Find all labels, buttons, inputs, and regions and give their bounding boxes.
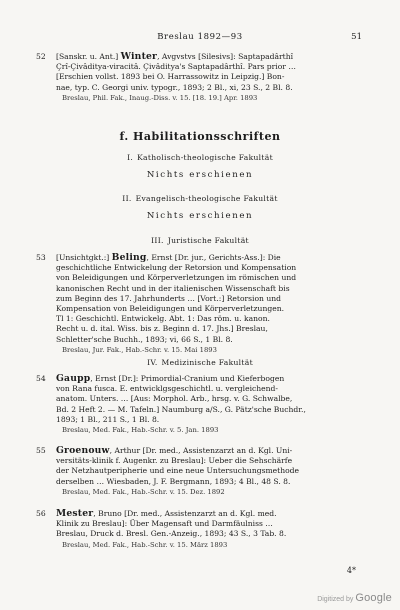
entry-line: Kompensation von Beleidigungen und Körperverletzungen.: [56, 304, 284, 314]
entry-line: der Netzhautperipherie und eine neue Untersuchungsmethode: [56, 466, 300, 476]
entry-number: 54: [36, 374, 46, 383]
bibliography-entry-55: [36, 446, 362, 497]
faculty-roman: III.: [151, 236, 164, 245]
running-title: Breslau 1892—93: [157, 32, 243, 42]
entry-line: kanonischen Recht und in der italienischen Wissenschaft bis: [56, 283, 290, 293]
entry-line: Schletter'sche Buchh., 1893; vi, 66 S., 1 Bl. 8.: [56, 334, 233, 344]
faculty-name: Katholisch-theologische Fakultät: [137, 153, 273, 162]
faculty-name: Evangelisch-theologische Fakultät: [135, 194, 278, 203]
bibliography-entry-56: [36, 509, 362, 550]
entry-line: versitäts-klinik f. Augenkr. zu Breslau]: Ueber die Sehschärfe: [56, 456, 293, 466]
entry-line: von Rana fusca. E. entwicklgsgeschichtl. u. vergleichend-: [56, 384, 278, 394]
entry-line: zum Beginn des 17. Jahrhunderts … [Vort.:] Retorsion und: [56, 293, 282, 303]
entry-line: 1893; 1 Bl., 211 S., 1 Bl. 8.: [56, 414, 160, 424]
digitized-prefix: Digitized by: [317, 596, 354, 603]
entry-note: Breslau, Med. Fak., Hab.-Schr. v. 15. Dez. 1892: [62, 487, 225, 496]
entry-line: nae, typ. C. Georgi univ. typogr., 1893; 2 Bl., xi, 23 S., 2 Bl. 8.: [56, 82, 293, 92]
author-surname: Mester: [56, 509, 94, 519]
google-logo: Google: [355, 592, 392, 604]
author-surname: Beling: [111, 253, 147, 263]
entry-line: [Sanskr. u. Ant.] Winter, Avgvstvs [Silesivs]: Saptapadârthî: [56, 52, 294, 62]
entry-number: 56: [36, 509, 46, 518]
bibliography-entry-54: [36, 374, 362, 435]
faculty-name: Medizinische Fakultät: [161, 358, 253, 367]
entry-line: Mester, Bruno [Dr. med., Assistenzarzt an d. Kgl. med.: [56, 509, 277, 519]
entry-line: von Beleidigungen und Körperverletzungen im römischen und: [56, 273, 297, 283]
digitized-by-google-watermark: [317, 592, 392, 604]
entry-number: 53: [36, 253, 46, 262]
author-surname: Groenouw: [56, 446, 110, 456]
faculty-roman: I.: [127, 153, 134, 162]
faculty-heading-2: [0, 194, 400, 203]
entry-line: [Unsichtgkt.:] Beling, Ernst [Dr. jur., Gerichts-Ass.]: Die: [56, 253, 281, 263]
author-surname: Gaupp: [56, 374, 91, 384]
nothing-published-2: Nichts erschienen: [146, 211, 254, 221]
faculty-heading-4: [0, 358, 400, 367]
signature-mark: 4*: [346, 566, 356, 575]
nothing-published-1: Nichts erschienen: [146, 170, 254, 180]
entry-line: Çrî-Çivâditya-viracitâ. Çivâditya's Saptapadârthî. Pars prior …: [56, 62, 296, 72]
entry-line: [Erschien vollst. 1893 bei O. Harrassowitz in Leipzig.] Bon-: [56, 72, 285, 82]
faculty-name: Juristische Fakultät: [167, 236, 249, 245]
entry-number: 55: [36, 446, 46, 455]
entry-line: Klinik zu Breslau]: Über Magensaft und Darmfäulniss …: [56, 519, 273, 529]
entry-number: 52: [36, 52, 46, 61]
faculty-heading-1: [0, 153, 400, 162]
faculty-roman: IV.: [147, 358, 158, 367]
entry-line: derselben … Wiesbaden, J. F. Bergmann, 1893; 4 Bl., 48 S. 8.: [56, 476, 291, 486]
author-surname: Winter: [120, 52, 158, 62]
entry-line: Groenouw, Arthur [Dr. med., Assistenzarzt an d. Kgl. Uni-: [56, 446, 293, 456]
entry-note: Breslau, Med. Fak., Hab.-Schr. v. 5. Jan. 1893: [62, 426, 219, 435]
entry-line: Gaupp, Ernst [Dr.]: Primordial-Cranium und Kieferbogen: [56, 374, 285, 384]
bibliography-entry-53: [36, 253, 362, 355]
entry-note: Breslau, Med. Fak., Hab.-Schr. v. 15. März 1893: [62, 540, 228, 549]
entry-line: Recht u. d. ital. Wiss. bis z. Beginn d. 17. Jhs.] Breslau,: [56, 324, 268, 334]
entry-line: Bd. 2 Heft 2. — M. Tafeln.] Naumburg a/S., G. Pätz'sche Buchdr.,: [56, 404, 306, 414]
entry-line: geschichtliche Entwickelung der Retorsion und Kompensation: [56, 263, 297, 273]
entry-line: Tl 1: Geschichtl. Entwickelg. Abt. 1: Das röm. u. kanon.: [56, 314, 270, 324]
running-head: [0, 32, 400, 44]
page-number: 51: [351, 32, 362, 42]
entry-note: Breslau, Jur. Fak., Hab.-Schr. v. 15. Mai 1893: [62, 345, 217, 354]
faculty-heading-3: [0, 236, 400, 245]
section-title: f. Habilitationsschriften: [119, 130, 281, 143]
entry-line: Breslau, Druck d. Bresl. Gen.-Anzeig., 1893; 43 S., 3 Tab. 8.: [56, 529, 287, 539]
entry-line: anatom. Unters. … [Aus: Morphol. Arb., hrsg. v. G. Schwalbe,: [56, 394, 293, 404]
bibliography-entry-52: [36, 52, 362, 103]
faculty-roman: II.: [122, 194, 132, 203]
entry-note: Breslau, Phil. Fak., Inaug.-Diss. v. 15. [18. 19.] Apr. 1893: [62, 93, 258, 102]
